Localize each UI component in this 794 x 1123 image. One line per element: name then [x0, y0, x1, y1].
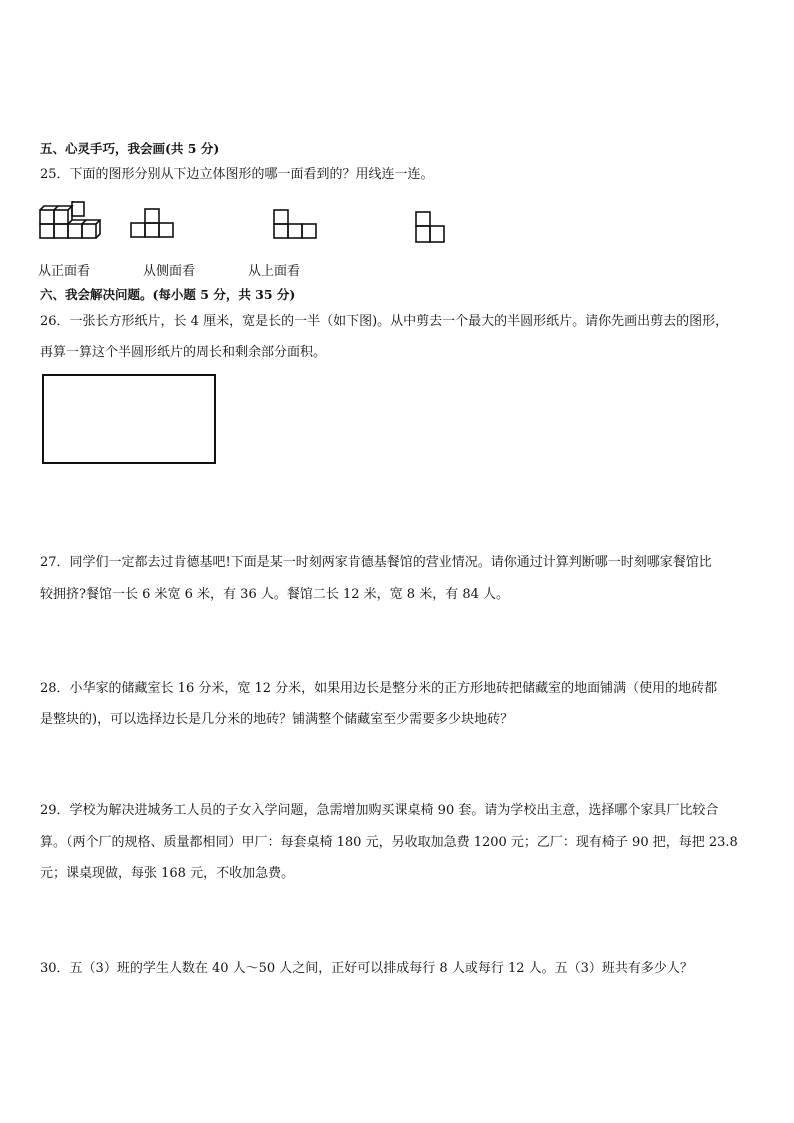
view-label-front: 从正面看: [38, 264, 91, 279]
question-27-line-2: 较拥挤?餐馆一长 6 米宽 6 米，有 36 人。餐馆二长 12 米，宽 8 米，有 84 人。: [40, 587, 509, 602]
l-shape-view-figure: [272, 208, 320, 244]
view-label-side: 从侧面看: [143, 264, 196, 279]
t-shape-view-figure: [129, 207, 177, 243]
section-5-heading: 五、心灵手巧，我会画(共 5 分): [40, 141, 220, 156]
rectangle-paper-figure: [42, 374, 216, 464]
question-28-line-2: 是整块的)，可以选择边长是几分米的地砖？铺满整个储藏室至少需要多少块地砖？: [40, 712, 514, 727]
question-30-line-1: 30．五（3）班的学生人数在 40 人～50 人之间，正好可以排成每行 8 人或每行 12 人。五（3）班共有多少人？: [40, 961, 693, 976]
question-29-line-2: 算。（两个厂的规格、质量都相同）甲厂：每套桌椅 180 元，另收取加急费 1200 元；乙厂：现有椅子 90 把，每把 23.8: [40, 835, 738, 850]
question-28-line-1: 28．小华家的储藏室长 16 分米，宽 12 分米，如果用边长是整分米的正方形地砖把储藏室的地面铺满（使用的地砖都: [40, 681, 718, 696]
question-25-text: 25．下面的图形分别从下边立体图形的哪一面看到的？用线连一连。: [40, 167, 434, 182]
cube-stack-figure: [39, 201, 101, 243]
question-26-line-1: 26．一张长方形纸片，长 4 厘米，宽是长的一半（如下图)。从中剪去一个最大的半圆形纸片。请你先画出剪去的图形，: [40, 314, 729, 329]
view-label-top: 从上面看: [248, 264, 301, 279]
question-29-line-1: 29．学校为解决进城务工人员的子女入学问题，急需增加购买课桌椅 90 套。请为学校出主意，选择哪个家具厂比较合: [40, 803, 719, 818]
question-29-line-3: 元；课桌现做，每张 168 元，不收加急费。: [40, 866, 295, 881]
question-27-line-1: 27．同学们一定都去过肯德基吧!下面是某一时刻两家肯德基餐馆的营业情况。请你通过计算判断哪一时刻哪家餐馆比: [40, 555, 712, 570]
section-6-heading: 六、我会解决问题。(每小题 5 分，共 35 分): [40, 287, 296, 302]
step-shape-view-figure: [414, 210, 450, 248]
question-26-line-2: 再算一算这个半圆形纸片的周长和剩余部分面积。: [40, 345, 327, 360]
